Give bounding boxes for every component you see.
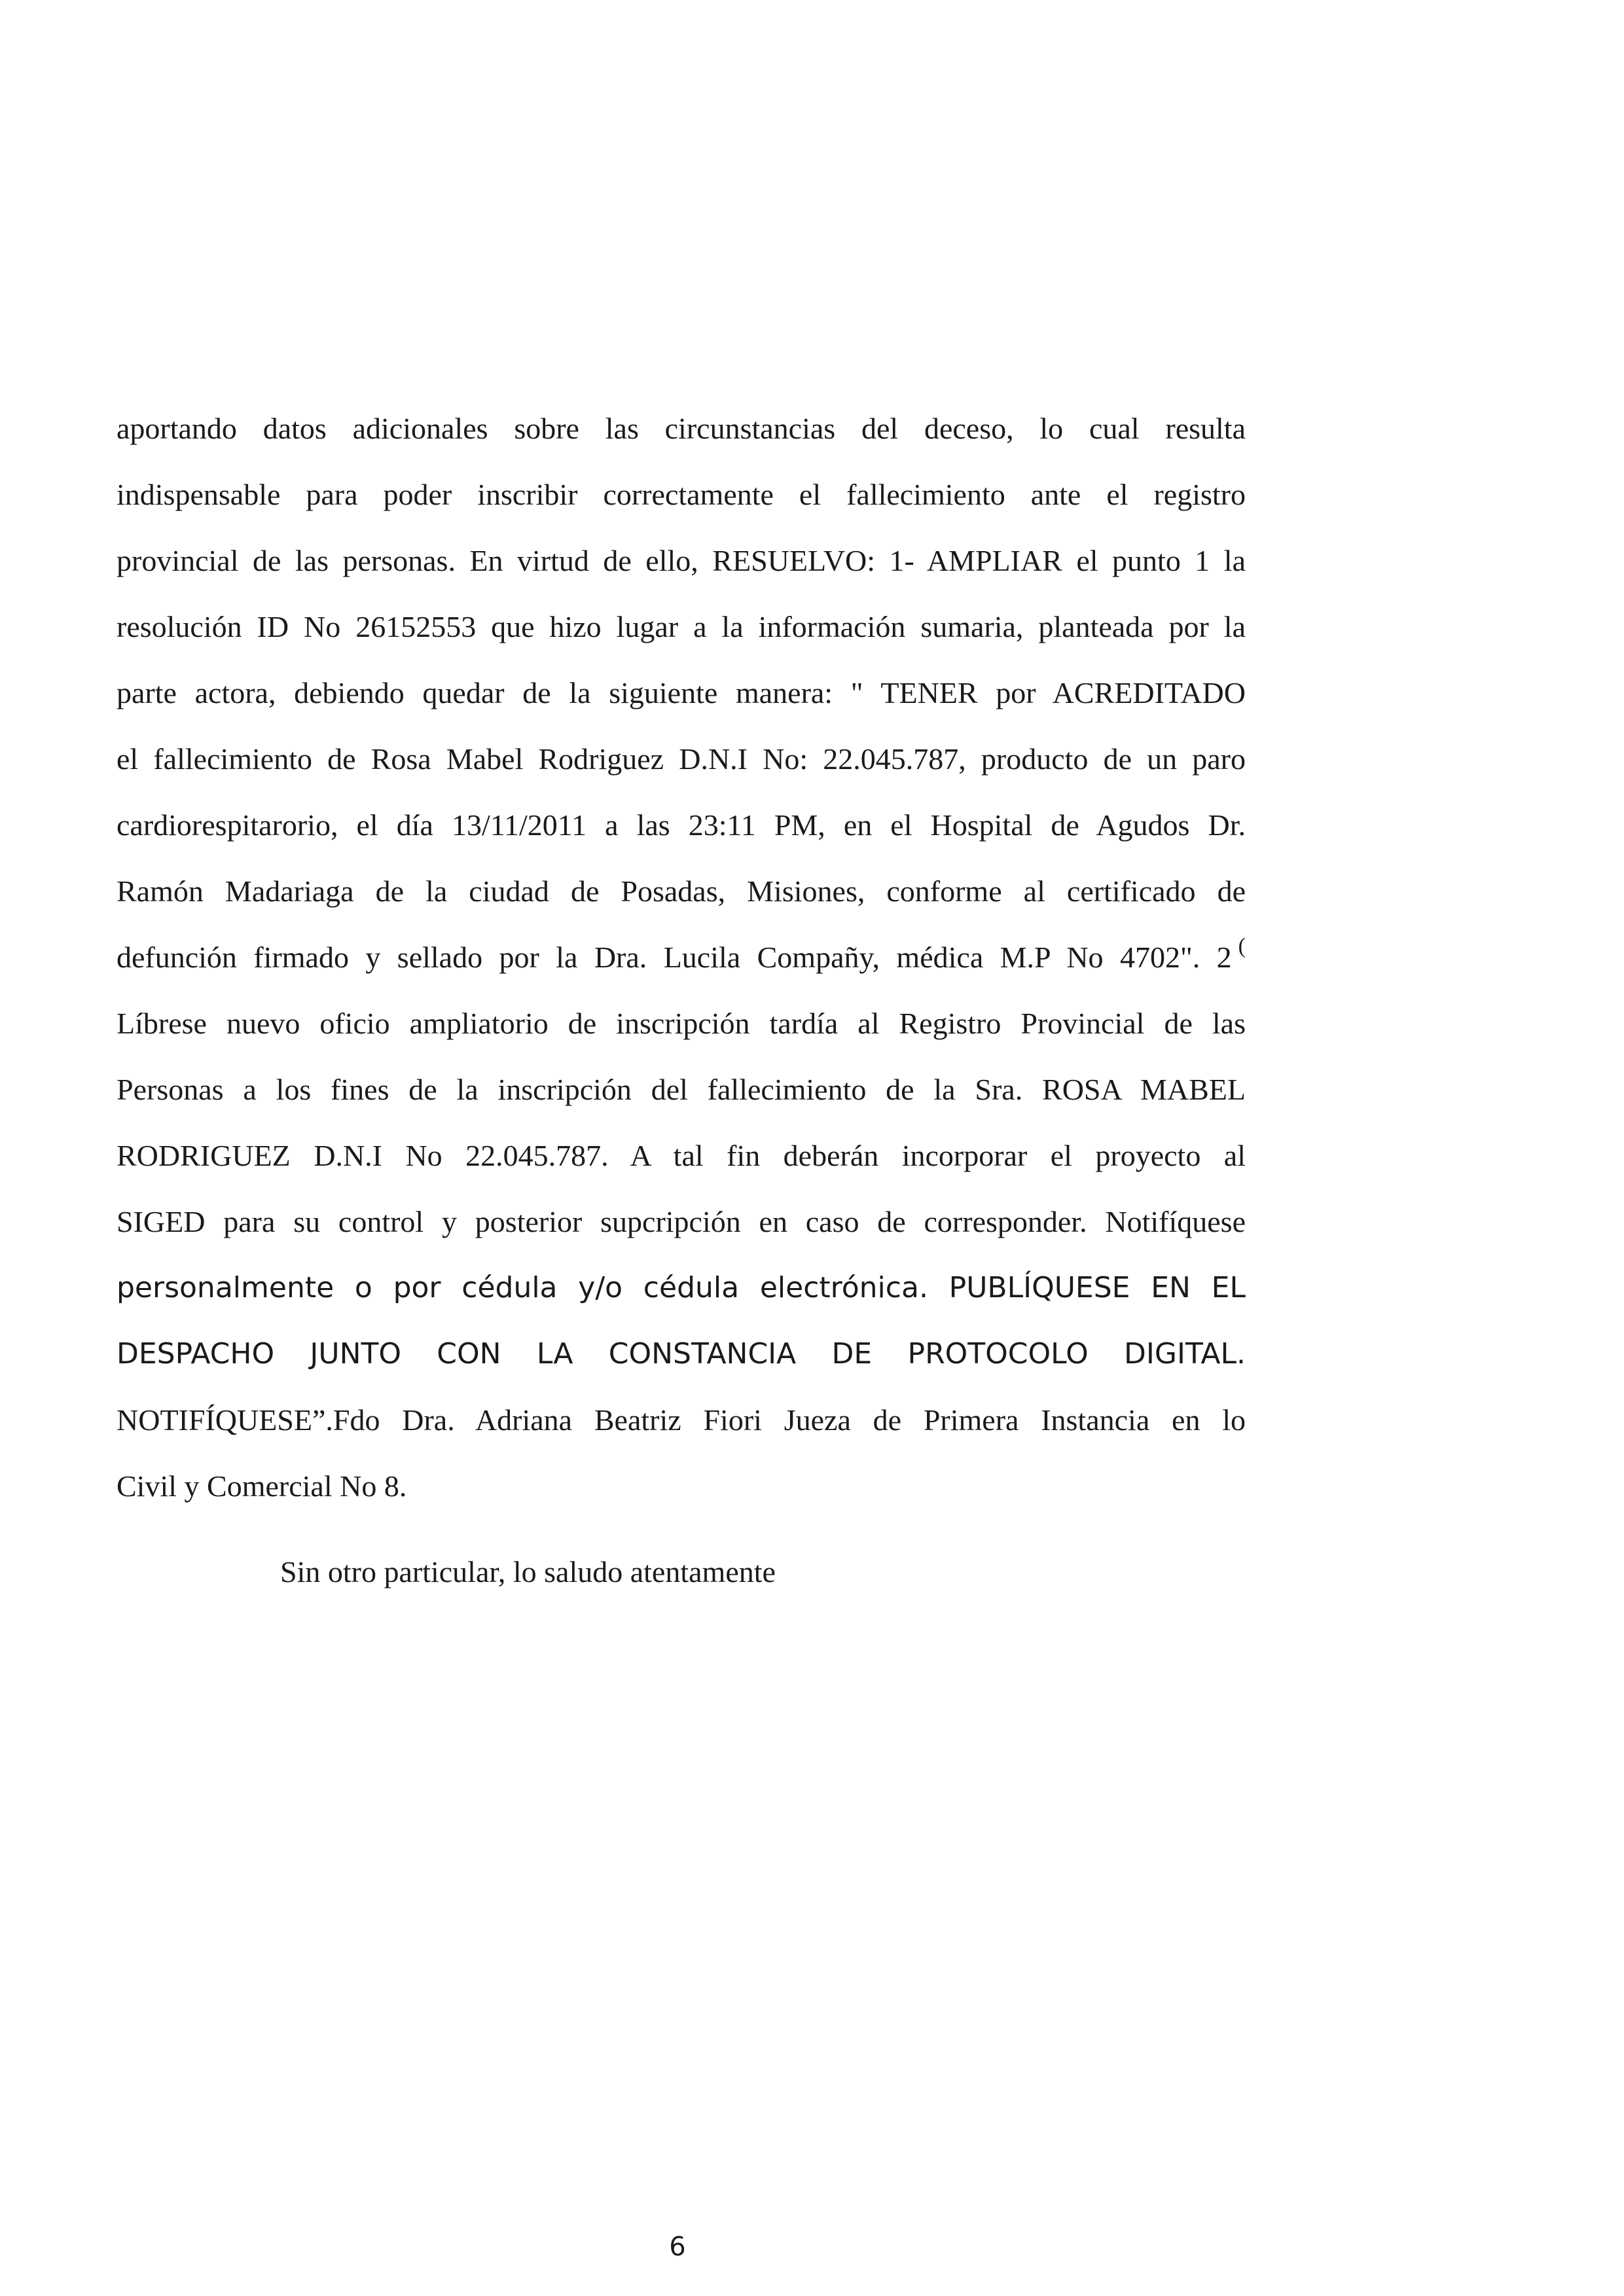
body-line-4: resolución ID No 26152553 que hizo lugar a la información sumaria, planteada por la: [117, 610, 1246, 643]
body-line-3: provincial de las personas. En virtud de ello, RESUELVO: 1- AMPLIAR el punto 1 la: [117, 544, 1246, 577]
footnote-mark: (: [1238, 934, 1246, 958]
body-line-11: Personas a los fines de la inscripción del fallecimiento de la Sra. ROSA MABEL: [117, 1073, 1246, 1106]
body-line-9: defunción firmado y sellado por la Dra. Lucila Compañy, médica M.P No 4702". 2: [117, 941, 1232, 974]
body-line-7: cardiorespitarorio, el día 13/11/2011 a las 23:11 PM, en el Hospital de Agudos Dr.: [117, 808, 1246, 842]
body-line-16: NOTIFÍQUESE”.Fdo Dra. Adriana Beatriz Fiori Jueza de Primera Instancia en lo: [117, 1403, 1246, 1437]
page-number: 6: [669, 2232, 686, 2262]
body-line-13: SIGED para su control y posterior supcripción en caso de corresponder. Notifíquese: [117, 1205, 1246, 1238]
body-line-2: indispensable para poder inscribir correctamente el fallecimiento ante el registro: [117, 478, 1246, 511]
body-line-1: aportando datos adicionales sobre las circunstancias del deceso, lo cual resulta: [117, 412, 1246, 445]
body-line-12: RODRIGUEZ D.N.I No 22.045.787. A tal fin deberán incorporar el proyecto al: [117, 1139, 1246, 1172]
body-line-17: Civil y Comercial No 8.: [117, 1469, 407, 1503]
body-line-9-wrapper: [117, 924, 1246, 990]
body-line-5: parte actora, debiendo quedar de la siguiente manera: " TENER por ACREDITADO: [117, 676, 1246, 709]
body-line-10: Líbrese nuevo oficio ampliatorio de inscripción tardía al Registro Provincial de las: [117, 1007, 1246, 1040]
document-body: [117, 395, 1246, 1519]
closing-salutation: Sin otro particular, lo saludo atentamente: [280, 1555, 776, 1588]
body-line-15: DESPACHO JUNTO CON LA CONSTANCIA DE PROTOCOLO DIGITAL.: [117, 1337, 1246, 1371]
body-line-6: el fallecimiento de Rosa Mabel Rodriguez D.N.I No: 22.045.787, producto de un paro: [117, 742, 1246, 776]
body-line-14: personalmente o por cédula y/o cédula electrónica. PUBLÍQUESE EN EL: [117, 1271, 1246, 1304]
body-line-8: Ramón Madariaga de la ciudad de Posadas, Misiones, conforme al certificado de: [117, 874, 1246, 908]
